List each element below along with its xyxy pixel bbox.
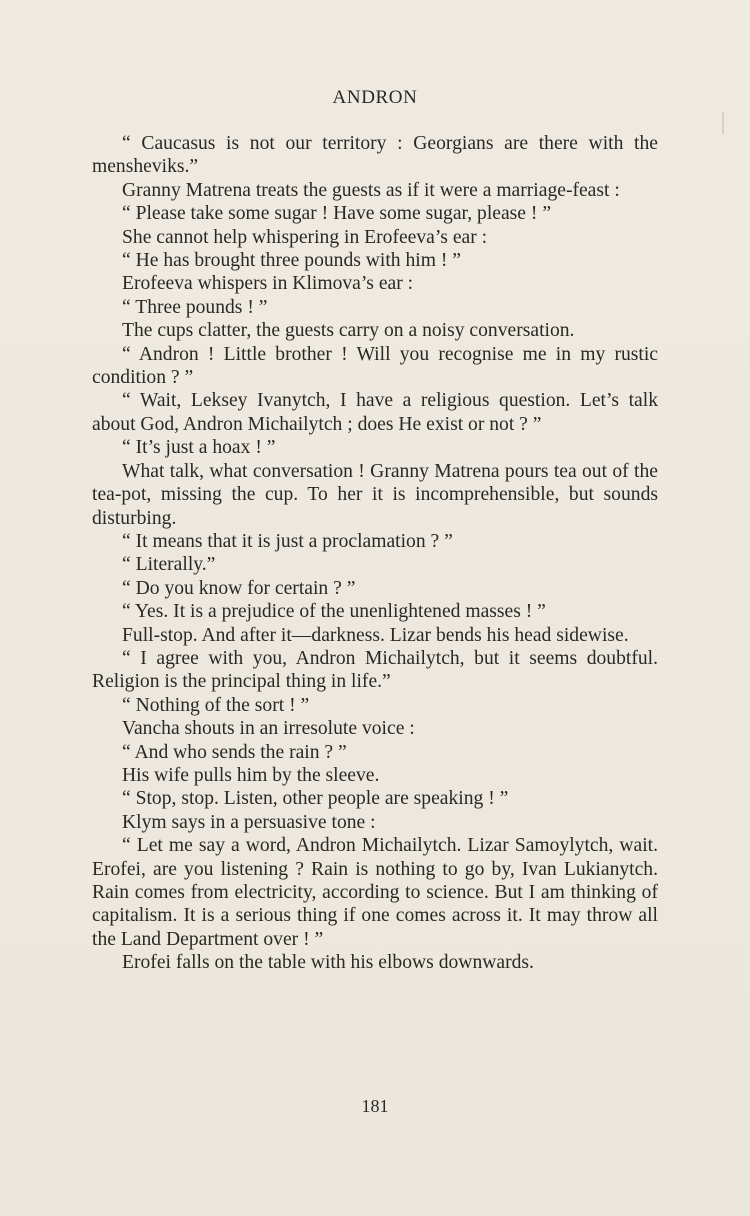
page-edge-mark [722,112,724,134]
paragraph: Erofei falls on the table with his elbows downwards. [122,952,534,974]
paragraph: “ Caucasus is not our territory : Georgians are there with the mensheviks.” [92,133,658,178]
page-number: 181 [361,1096,389,1116]
paragraph: His wife pulls him by the sleeve. [122,764,380,786]
paragraph: “ It means that it is just a proclamation ? ” [122,530,453,552]
paragraph: “ I agree with you, Andron Michailytch, but it seems doubtful. Religion is the principal thing in life.” [92,647,658,693]
paragraph: Granny Matrena treats the guests as if it were a marriage-feast : [122,179,620,201]
paragraph: What talk, what conversation ! Granny Matrena pours tea out of the tea-pot, missing the cup. To her it is incomprehensible, but sounds disturbing. [92,460,658,529]
paragraph: Full-stop. And after it—darkness. Lizar bends his head sidewise. [122,624,629,646]
paragraph: “ Wait, Leksey Ivanytch, I have a religious question. Let’s talk about God, Andron Michailytch ; does He exist or not ? ” [92,390,658,435]
paragraph: “ And who sends the rain ? ” [122,741,347,763]
paragraph: “ He has brought three pounds with him ! ” [122,250,462,272]
paragraph: “ It’s just a hoax ! ” [122,437,276,459]
paragraph: “ Literally.” [122,554,216,576]
paragraph: “ Three pounds ! ” [122,296,268,318]
paragraph: “ Yes. It is a prejudice of the unenlightened masses ! ” [122,601,546,623]
page-body [92,132,658,975]
paragraph: Erofeeva whispers in Klimova’s ear : [122,273,414,295]
paragraph: The cups clatter, the guests carry on a noisy conversation. [122,320,575,342]
paragraph: “ Nothing of the sort ! ” [122,694,310,716]
running-head: ANDRON [332,87,418,108]
paragraph: She cannot help whispering in Erofeeva’s ear : [122,226,488,248]
paragraph: “ Andron ! Little brother ! Will you recognise me in my rustic condition ? ” [92,343,658,389]
paragraph: “ Please take some sugar ! Have some sugar, please ! ” [122,203,552,225]
paragraph: “ Do you know for certain ? ” [122,577,356,599]
paragraph: “ Let me say a word, Andron Michailytch. Lizar Samoylytch, wait. Erofei, are you listening ? Rain is nothing to go by, Ivan Lukianytch. Rain comes from electricity, according to science. But I am thinking of capitalism. It is a serious thing if one comes across it. It may throw all the Land Department over ! ” [92,835,658,950]
paragraph: Klym says in a persuasive tone : [122,811,376,833]
paragraph: “ Stop, stop. Listen, other people are speaking ! ” [122,788,509,810]
paragraph: Vancha shouts in an irresolute voice : [122,718,415,740]
